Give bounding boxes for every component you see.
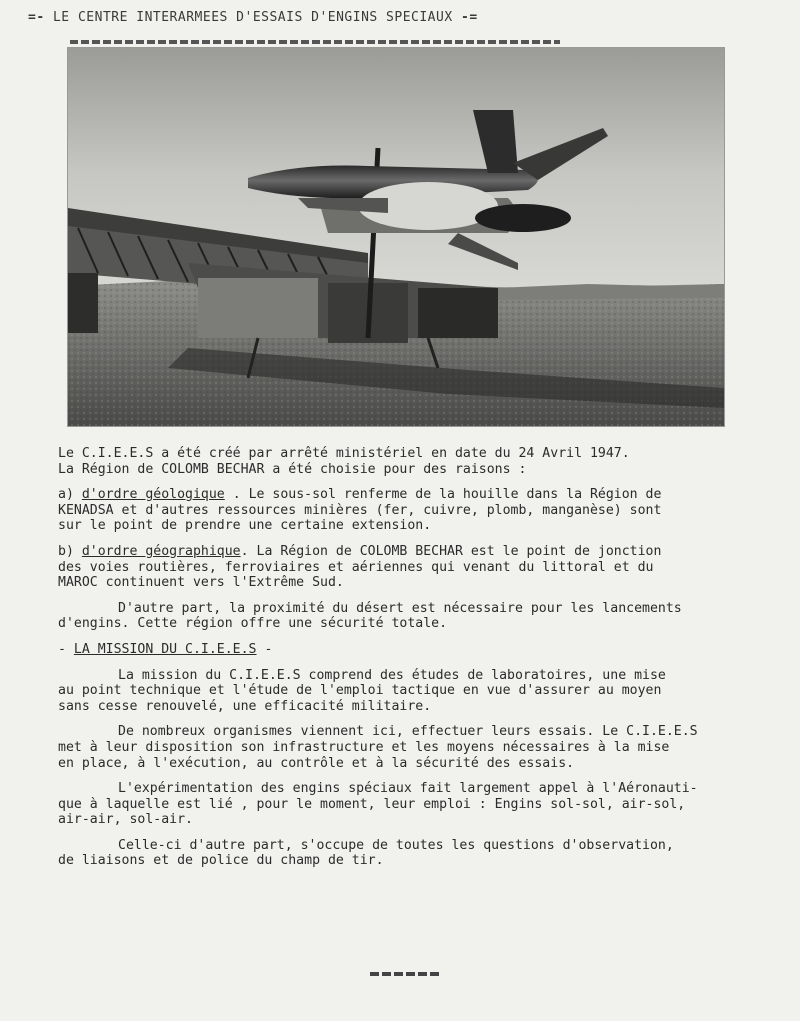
aero-paragraph	[58, 781, 778, 828]
mission-title-prefix: -	[58, 641, 74, 657]
desert-line-2: d'engins. Cette région offre une sécurité totale.	[58, 616, 448, 632]
aero-line-1: L'expérimentation des engins spéciaux fait largement appel à l'Aéronauti-	[118, 781, 698, 797]
document-body	[58, 446, 778, 869]
organismes-line-2: met à leur disposition son infrastructure et les moyens nécessaires à la mise	[58, 739, 670, 755]
photo-illustration	[68, 48, 724, 426]
reason-a-line-1	[58, 487, 778, 503]
reason-a-line-2: KENADSA et d'autres ressources minières (fer, cuivre, plomb, manganèse) sont	[58, 502, 662, 518]
mission-paragraph	[58, 668, 778, 715]
header-right-mark: -=	[461, 10, 478, 25]
reason-b-paragraph	[58, 544, 778, 591]
mission-title-suffix: -	[256, 641, 273, 657]
reason-b-line-3: MAROC continuent vers l'Extrême Sud.	[58, 575, 344, 591]
observation-paragraph	[58, 838, 778, 869]
desert-line-1: D'autre part, la proximité du désert est nécessaire pour les lancements	[118, 600, 682, 616]
header-dashed-rule	[70, 40, 560, 44]
end-dashed-rule	[370, 972, 440, 976]
header-left-mark: =-	[28, 10, 45, 25]
mission-line-3: sans cesse renouvelé, une efficacité militaire.	[58, 698, 432, 714]
intro-line-2: La Région de COLOMB BECHAR a été choisie pour des raisons :	[58, 461, 527, 477]
document-header	[28, 10, 628, 25]
reason-b-heading: d'ordre géographique	[81, 543, 241, 559]
reason-a-paragraph	[58, 487, 778, 534]
desert-paragraph	[58, 601, 778, 632]
intro-line-1: Le C.I.E.E.S a été créé par arrêté ministériel en date du 24 Avril 1947.	[58, 446, 630, 461]
organismes-line-3: en place, à l'exécution, au contrôle et à la sécurité des essais.	[58, 755, 575, 771]
organismes-line-1: De nombreux organismes viennent ici, effectuer leurs essais. Le C.I.E.E.S	[118, 724, 698, 740]
observation-line-1: Celle-ci d'autre part, s'occupe de toutes les questions d'observation,	[118, 837, 674, 853]
reason-b-prefix: b)	[58, 543, 82, 559]
observation-line-2: de liaisons et de police du champ de tir.	[58, 853, 384, 869]
photo-missile-launch-ramp	[67, 47, 725, 427]
mission-section-title	[58, 642, 778, 658]
reason-a-prefix: a)	[58, 487, 82, 503]
aero-line-2: que à laquelle est lié , pour le moment, leur emploi : Engins sol-sol, air-sol,	[58, 796, 686, 812]
reason-a-heading: d'ordre géologique	[81, 487, 225, 503]
aero-line-3: air-air, sol-air.	[58, 812, 193, 828]
mission-line-2: au point technique et l'étude de l'emploi tactique en vue d'assurer au moyen	[58, 683, 662, 699]
mission-line-1: La mission du C.I.E.E.S comprend des études de laboratoires, une mise	[118, 667, 666, 683]
reason-b-line-2: des voies routières, ferroviaires et aériennes qui venant du littoral et du	[58, 559, 654, 575]
reason-b-line-1	[58, 544, 778, 560]
reason-a-line-1-rest: . Le sous-sol renferme de la houille dans la Région de	[224, 487, 662, 503]
organismes-paragraph	[58, 724, 778, 771]
reason-b-line-1-rest: . La Région de COLOMB BECHAR est le point de jonction	[240, 543, 662, 559]
intro-paragraph	[58, 446, 778, 477]
mission-title-text: LA MISSION DU C.I.E.E.S	[73, 641, 257, 657]
header-title: LE CENTRE INTERARMEES D'ESSAIS D'ENGINS SPECIAUX	[52, 10, 453, 25]
reason-a-line-3: sur le point de prendre une certaine extension.	[58, 518, 432, 534]
